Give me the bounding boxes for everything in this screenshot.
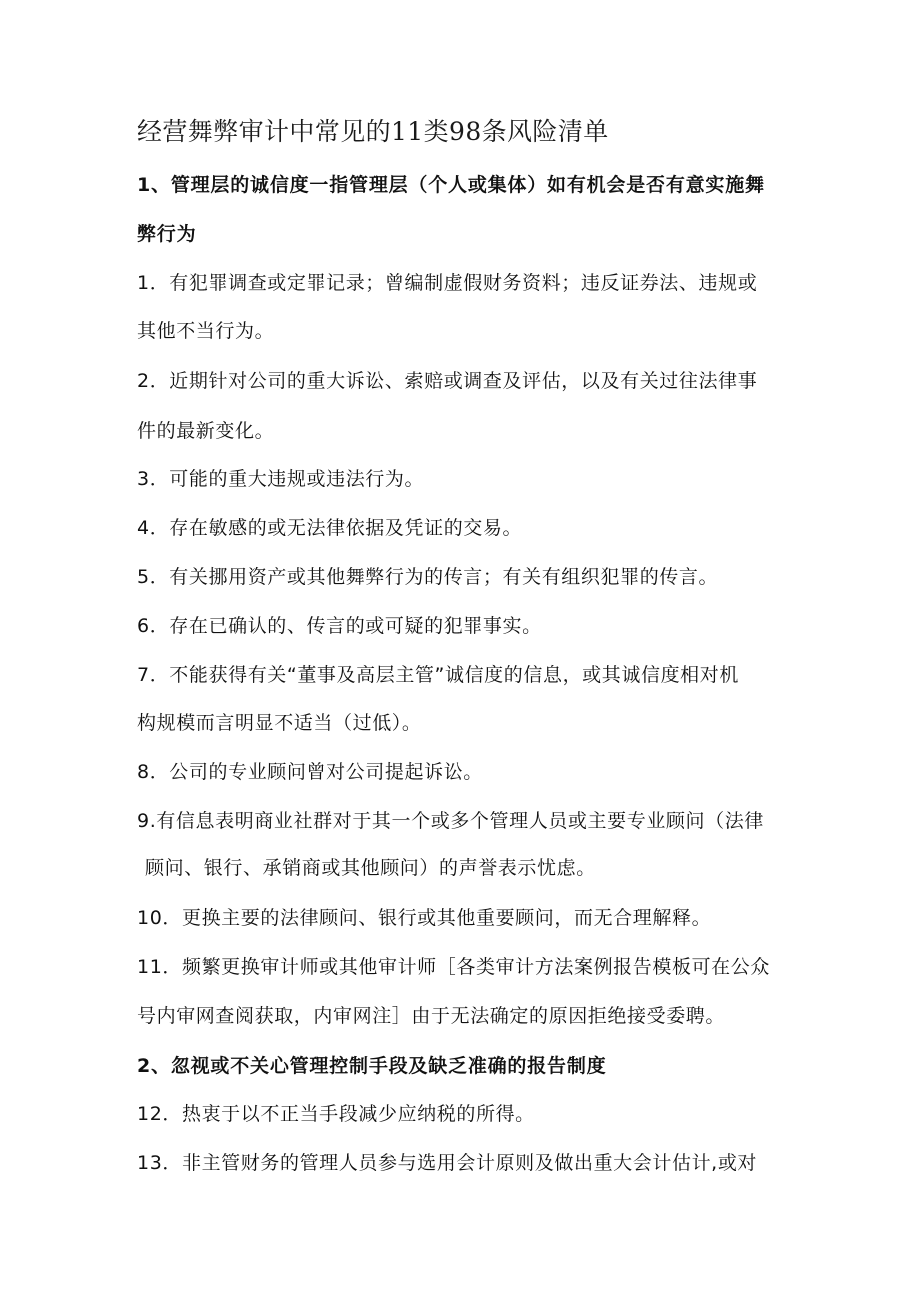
paragraph-line: 11．频繁更换审计师或其他审计师［各类审计方法案例报告模板可在公众 — [137, 956, 770, 978]
paragraph-line: 9.有信息表明商业社群对于其一个或多个管理人员或主要专业顾问（法律 — [137, 810, 764, 832]
paragraph-line: 12．热衷于以不正当手段减少应纳税的所得。 — [137, 1103, 535, 1125]
paragraph-line: 8．公司的专业顾问曾对公司提起诉讼。 — [137, 761, 483, 783]
paragraph-line: 构规模而言明显不适当（过低）。 — [137, 712, 422, 734]
paragraph-line: 7．不能获得有关“董事及高层主管”诚信度的信息，或其诚信度相对机 — [137, 664, 739, 686]
paragraph-line: 13．非主管财务的管理人员参与选用会计原则及做出重大会计估计,或对 — [137, 1152, 758, 1174]
document-title: 经营舞弊审计中常见的11类98条风险清单 — [137, 117, 609, 146]
paragraph-line: 顾问、银行、承销商或其他顾问）的声誉表示忧虑。 — [145, 857, 596, 879]
paragraph-line: 2．近期针对公司的重大诉讼、索赔或调查及评估，以及有关过往法律事 — [137, 370, 758, 392]
section-heading-1-cont: 弊行为 — [137, 223, 197, 245]
paragraph-line: 号内审网查阅获取，内审网注］由于无法确定的原因拒绝接受委聘。 — [137, 1005, 726, 1027]
paragraph-line: 4．存在敏感的或无法律依据及凭证的交易。 — [137, 517, 523, 539]
paragraph-line: 5．有关挪用资产或其他舞弊行为的传言；有关有组织犯罪的传言。 — [137, 566, 719, 588]
paragraph-line: 3．可能的重大违规或违法行为。 — [137, 468, 425, 490]
paragraph-line: 其他不当行为。 — [137, 320, 275, 342]
paragraph-line: 10．更换主要的法律顾问、银行或其他重要顾问，而无合理解释。 — [137, 907, 712, 929]
section-heading-2: 2、忽视或不关心管理控制手段及缺乏准确的报告制度 — [137, 1055, 607, 1077]
section-heading-1: 1、管理层的诚信度一指管理层（个人或集体）如有机会是否有意实施舞 — [137, 174, 765, 196]
paragraph-line: 件的最新变化。 — [137, 420, 275, 442]
paragraph-line: 1．有犯罪调查或定罪记录；曾编制虚假财务资料；违反证券法、违规或 — [137, 272, 758, 294]
paragraph-line: 6．存在已确认的、传言的或可疑的犯罪事实。 — [137, 615, 542, 637]
